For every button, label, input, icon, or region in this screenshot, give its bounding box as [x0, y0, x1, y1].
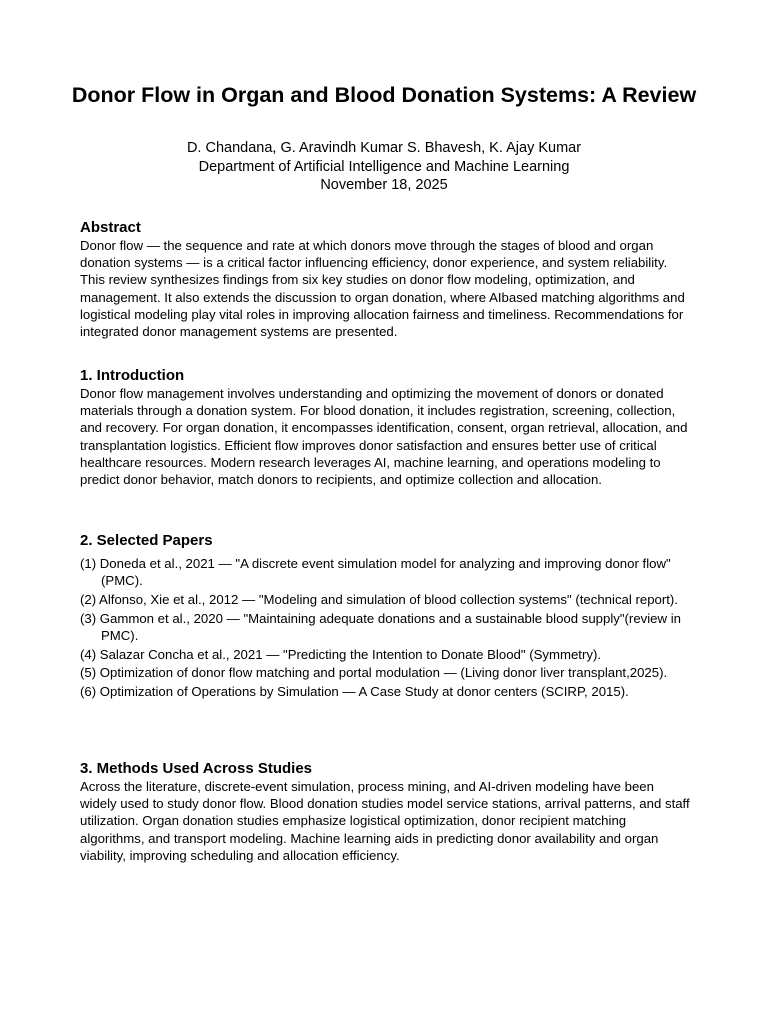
paper-date: November 18, 2025	[320, 177, 448, 193]
paper-authors: D. Chandana, G. Aravindh Kumar S. Bhavesh, K. Ajay Kumar	[186, 140, 582, 156]
paper-title: Donor Flow in Organ and Blood Donation Systems: A Review	[71, 83, 697, 107]
abstract-heading: Abstract	[80, 219, 141, 236]
selected-papers-heading: 2. Selected Papers	[80, 532, 213, 549]
introduction-heading: 1. Introduction	[80, 367, 185, 384]
reference-item: (2) Alfonso, Xie et al., 2012 — "Modeling and simulation of blood collection systems" (technical report).	[80, 591, 678, 607]
reference-item: (1) Doneda et al., 2021 — "A discrete event simulation model for analyzing and improving donor flow" (PMC).	[80, 556, 671, 589]
reference-list	[80, 555, 692, 702]
reference-item: (4) Salazar Concha et al., 2021 — "Predicting the Intention to Donate Blood" (Symmetry).	[80, 646, 602, 662]
reference-item: (5) Optimization of donor flow matching and portal modulation — (Living donor liver transplant,2025).	[80, 665, 668, 681]
methods-heading: 3. Methods Used Across Studies	[80, 760, 313, 777]
introduction-text: Donor flow management involves understanding and optimizing the movement of donors or donated materials through a donation system. For blood donation, it includes registration, screening, collection, and recovery. For organ donation, it encompasses identification, consent, organ retrieval, allocation, and transplantation logistics. Efficient flow improves donor satisfaction and ensures better use of critical healthcare resources. Modern research leverages AI, machine learning, and operations modeling to predict donor behavior, match donors to recipients, and optimize collection and allocation.	[80, 386, 688, 488]
methods-text: Across the literature, discrete-event simulation, process mining, and AI-driven modeling have been widely used to study donor flow. Blood donation studies model service stations, arrival patterns, and staff utilization. Organ donation studies emphasize logistical optimization, donor recipient matching algorithms, and transport modeling. Machine learning aids in predicting donor availability and organ viability, improving scheduling and allocation efficiency.	[80, 779, 690, 863]
paper-department: Department of Artificial Intelligence and Machine Learning	[198, 159, 570, 175]
reference-item: (3) Gammon et al., 2020 — "Maintaining adequate donations and a sustainable blood supply"(review in PMC).	[80, 610, 681, 643]
abstract-text: Donor flow — the sequence and rate at which donors move through the stages of blood and organ donation systems — is a critical factor influencing efficiency, donor experience, and system reliability. This review synthesizes findings from six key studies on donor flow modeling, optimization, and management. It also extends the discussion to organ donation, where AIbased matching algorithms and logistical modeling play vital roles in improving allocation fairness and timeliness. Recommendations for integrated donor management systems are presented.	[80, 238, 685, 340]
reference-item: (6) Optimization of Operations by Simulation — A Case Study at donor centers (SCIRP, 2015).	[80, 683, 629, 699]
